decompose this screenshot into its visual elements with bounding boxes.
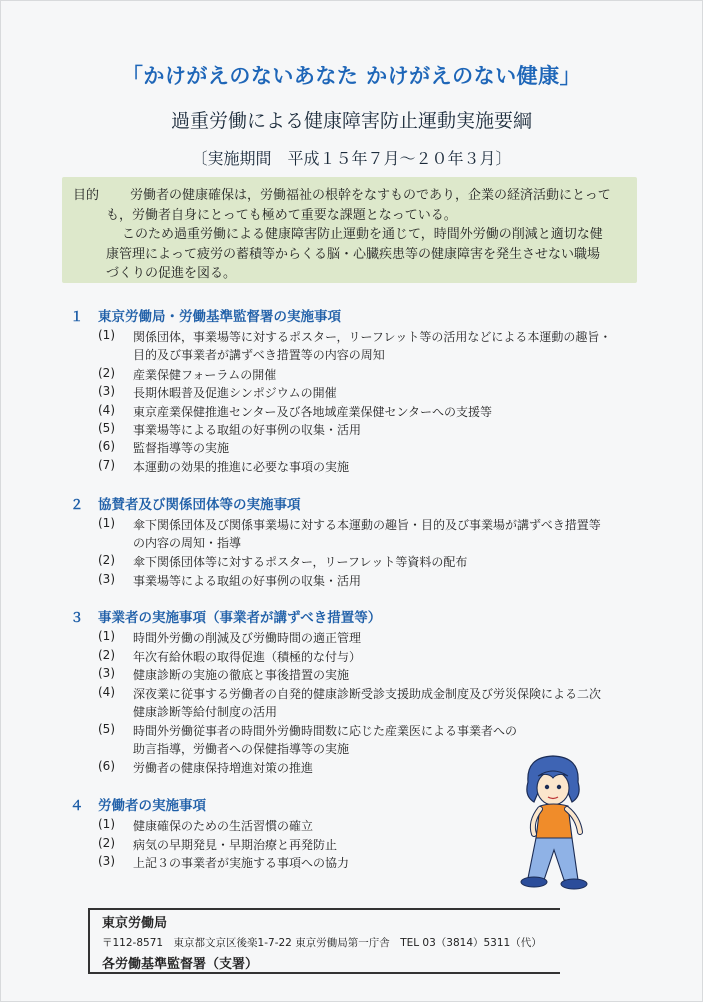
item-index: (3) bbox=[98, 854, 115, 868]
section-number: ４ bbox=[70, 798, 84, 814]
implementation-period: 〔実施期間 平成１５年７月～２０年３月〕 bbox=[191, 149, 512, 168]
item-index: (4) bbox=[98, 403, 115, 417]
document-subtitle: 過重労働による健康障害防止運動実施要綱 bbox=[170, 110, 532, 132]
item-text-continued: 目的及び事業者が講ずべき措置等の内容の周知 bbox=[133, 348, 385, 362]
item-text: 事業場等による取組の好事例の収集・活用 bbox=[133, 423, 362, 437]
item-text: 年次有給休暇の取得促進（積極的な付与） bbox=[133, 650, 362, 664]
section-heading bbox=[70, 606, 381, 626]
purpose-line: も，労働者自身にとっても極めて重要な課題となっている。 bbox=[106, 208, 457, 223]
item-text: 産業保健フォーラムの開催 bbox=[133, 368, 277, 382]
item-index: (3) bbox=[98, 666, 115, 680]
item-index: (2) bbox=[98, 366, 115, 380]
item-index: (1) bbox=[98, 516, 115, 530]
item-index: (3) bbox=[98, 572, 115, 586]
item-index: (2) bbox=[98, 553, 115, 567]
item-index: (1) bbox=[98, 328, 115, 342]
footer-contact bbox=[88, 908, 560, 974]
item-index: (7) bbox=[98, 458, 115, 472]
section-number: ２ bbox=[70, 497, 84, 513]
purpose-line: 労働者の健康確保は，労働福祉の根幹をなすものであり，企業の経済活動にとって bbox=[130, 188, 611, 203]
item-text: 東京産業保健推進センター及び各地域産業保健センターへの支援等 bbox=[133, 405, 493, 419]
section-number: ３ bbox=[70, 610, 84, 626]
item-text: 上記３の事業者が実施する事項への協力 bbox=[133, 856, 350, 870]
item-index: (6) bbox=[98, 439, 115, 453]
item-index: (5) bbox=[98, 722, 115, 736]
item-index: (1) bbox=[98, 629, 115, 643]
item-index: (4) bbox=[98, 685, 115, 699]
purpose-label: 目的 bbox=[73, 188, 100, 203]
section-title: 東京労働局・労働基準監督署の実施事項 bbox=[98, 309, 341, 325]
item-index: (2) bbox=[98, 836, 115, 850]
item-index: (6) bbox=[98, 759, 115, 773]
section-heading bbox=[70, 493, 301, 513]
footer-org-name: 東京労働局 bbox=[102, 916, 168, 931]
item-text: 労働者の健康保持増進対策の推進 bbox=[133, 761, 314, 775]
item-text: 病気の早期発見・早期治療と再発防止 bbox=[133, 838, 338, 852]
item-text: 深夜業に従事する労働者の自発的健康診断受診支援助成金制度及び労災保険による二次 bbox=[133, 687, 602, 701]
purpose-box bbox=[62, 177, 637, 283]
item-index: (2) bbox=[98, 648, 115, 662]
footer-address: 〒112-8571 東京都文京区後楽1-7-22 東京労働局第一庁舎 TEL 03（3814）5311（代） bbox=[102, 937, 542, 949]
item-text: 時間外労働従事者の時間外労働時間数に応じた産業医による事業者への bbox=[133, 724, 518, 738]
section-title: 労働者の実施事項 bbox=[98, 798, 206, 814]
item-text: 関係団体，事業場等に対するポスター，リーフレット等の活用などによる本運動の趣旨・ bbox=[133, 330, 612, 344]
item-text: 傘下関係団体及び関係事業場に対する本運動の趣旨・目的及び事業場が講ずべき措置等 bbox=[133, 518, 601, 532]
item-text: 長期休暇普及促進シンポジウムの開催 bbox=[133, 386, 337, 400]
item-text: 監督指導等の実施 bbox=[133, 441, 230, 455]
slogan-title: 「かけがえのないあなた かけがえのない健康」 bbox=[121, 64, 582, 88]
purpose-line: 康管理によって疲労の蓄積等からくる脳・心臓疾患等の健康障害を発生させない職場 bbox=[106, 247, 601, 262]
item-text: 時間外労働の削減及び労働時間の適正管理 bbox=[133, 631, 362, 645]
purpose-line: このため過重労働による健康障害防止運動を通じて，時間外労働の削減と適切な健 bbox=[122, 227, 603, 242]
footer-offices: 各労働基準監督署（支署） bbox=[102, 957, 259, 972]
section-number: １ bbox=[70, 309, 84, 325]
item-text: 健康診断の実施の徹底と事後措置の実施 bbox=[133, 668, 350, 682]
section-title: 事業者の実施事項（事業者が講ずべき措置等） bbox=[98, 610, 382, 626]
item-index: (3) bbox=[98, 384, 115, 398]
item-text: 健康確保のための生活習慣の確立 bbox=[133, 819, 314, 833]
item-text: 事業場等による取組の好事例の収集・活用 bbox=[133, 574, 362, 588]
section-title: 協賛者及び関係団体等の実施事項 bbox=[98, 497, 301, 513]
item-text-continued: 健康診断等給付制度の活用 bbox=[133, 705, 278, 719]
mascot-illustration bbox=[498, 752, 608, 902]
item-text-continued: の内容の周知・指導 bbox=[133, 536, 242, 550]
item-text-continued: 助言指導，労働者への保健指導等の実施 bbox=[133, 742, 350, 756]
item-index: (5) bbox=[98, 421, 115, 435]
item-text: 本運動の効果的推進に必要な事項の実施 bbox=[133, 460, 350, 474]
section-heading bbox=[70, 794, 206, 814]
section-heading bbox=[70, 305, 341, 325]
item-index: (1) bbox=[98, 817, 115, 831]
item-text: 傘下関係団体等に対するポスター，リーフレット等資料の配布 bbox=[133, 555, 468, 569]
purpose-line: づくりの促進を図る。 bbox=[106, 266, 237, 281]
